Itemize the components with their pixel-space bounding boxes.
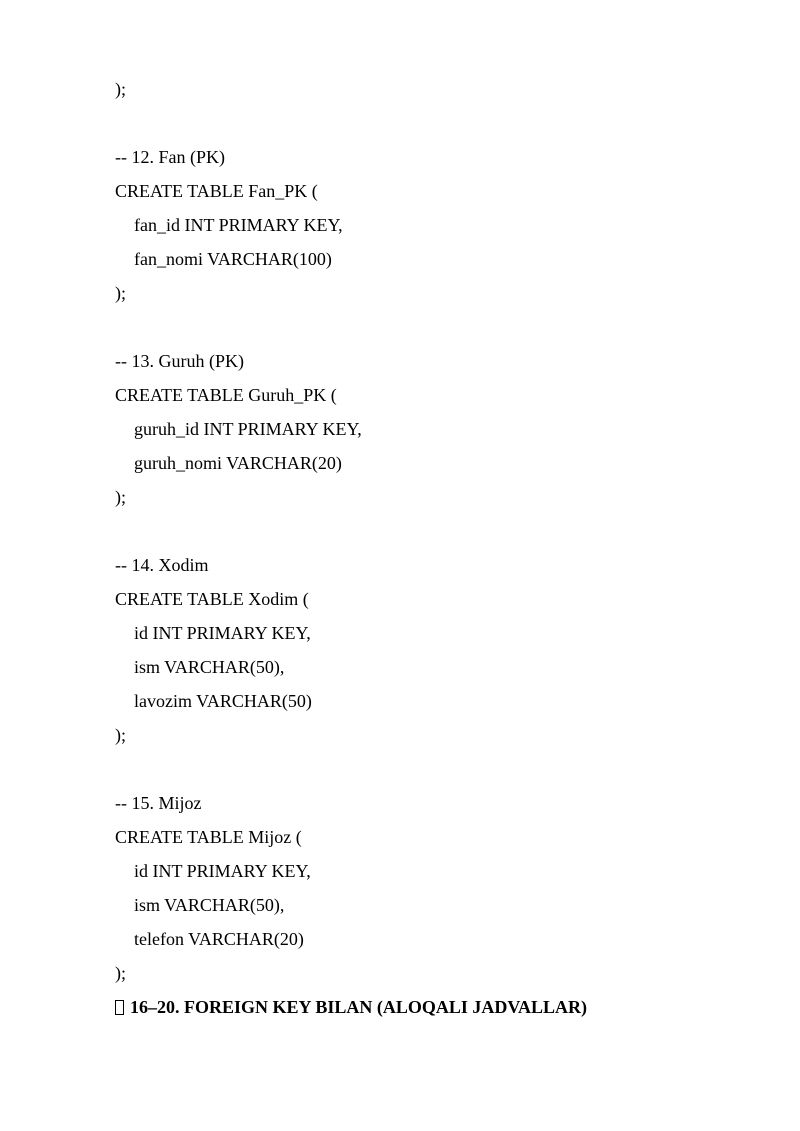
missing-glyph-icon (115, 1000, 124, 1015)
code-line: CREATE TABLE Fan_PK ( (115, 181, 318, 201)
section-heading-text: 16–20. FOREIGN KEY BILAN (ALOQALI JADVALLAR) (130, 997, 588, 1017)
code-line: fan_id INT PRIMARY KEY, (134, 215, 343, 235)
code-line: -- 15. Mijoz (115, 793, 202, 813)
code-line: lavozim VARCHAR(50) (134, 691, 312, 711)
code-line: ); (115, 963, 126, 983)
code-line: ism VARCHAR(50), (134, 657, 285, 677)
code-line: ism VARCHAR(50), (134, 895, 285, 915)
code-line: id INT PRIMARY KEY, (134, 623, 311, 643)
document-content (115, 72, 755, 1024)
code-line: telefon VARCHAR(20) (134, 929, 304, 949)
code-line: ); (115, 283, 126, 303)
code-line: -- 13. Guruh (PK) (115, 351, 244, 371)
code-line: id INT PRIMARY KEY, (134, 861, 311, 881)
code-line: guruh_id INT PRIMARY KEY, (134, 419, 362, 439)
blank-line (115, 106, 755, 140)
code-line: -- 14. Xodim (115, 555, 209, 575)
blank-line (115, 310, 755, 344)
section-heading (115, 990, 755, 1024)
code-line: ); (115, 725, 126, 745)
code-line: guruh_nomi VARCHAR(20) (134, 453, 342, 473)
code-line: CREATE TABLE Guruh_PK ( (115, 385, 337, 405)
code-lines (115, 72, 755, 990)
blank-line (115, 752, 755, 786)
blank-line (115, 514, 755, 548)
code-line: ); (115, 79, 126, 99)
code-line: CREATE TABLE Mijoz ( (115, 827, 302, 847)
code-line: -- 12. Fan (PK) (115, 147, 225, 167)
code-line: ); (115, 487, 126, 507)
code-line: fan_nomi VARCHAR(100) (134, 249, 332, 269)
code-line: CREATE TABLE Xodim ( (115, 589, 309, 609)
